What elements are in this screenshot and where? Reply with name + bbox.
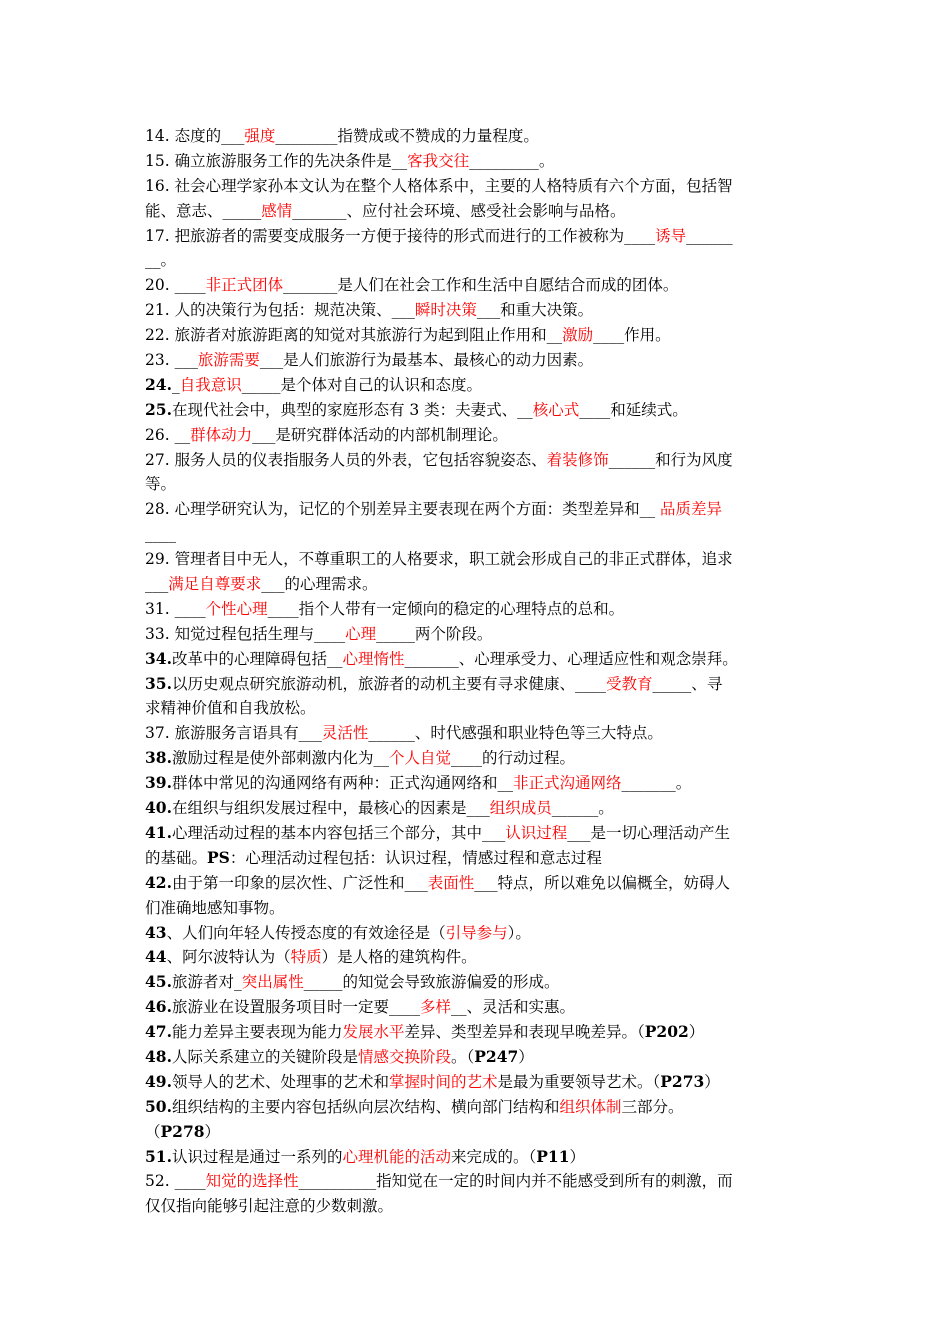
answer-text: 突出属性 <box>241 973 304 992</box>
answer-text: 自我意识 <box>179 375 242 394</box>
question-text: 改革中的心理障碍包括__ <box>171 649 343 668</box>
question-text: 组织结构的主要内容包括纵向层次结构、横向部门结构和 <box>171 1097 560 1116</box>
answer-text: 引导参与 <box>445 923 508 942</box>
text-line <box>145 746 810 771</box>
answer-text: 强度 <box>244 127 276 145</box>
question-text: ） <box>688 1023 705 1042</box>
question-text: 17. 把旅游者的需要变成服务一方便于接待的形式而进行的工作被称为____ <box>145 226 656 245</box>
text-line <box>145 398 810 423</box>
answer-text: 诱导 <box>655 226 687 245</box>
question-text: ___是人们旅游行为最基本、最核心的动力因素。 <box>259 351 594 370</box>
text-line <box>145 572 810 597</box>
question-text: 旅游者对_ <box>171 973 242 992</box>
question-text: 来完成的。（ <box>451 1147 537 1166</box>
answer-text: 心理 <box>345 624 377 643</box>
question-text: 51. <box>145 1146 172 1166</box>
answer-text: 着装修饰 <box>546 450 609 469</box>
question-text: 人际关系建立的关键阶段是 <box>171 1047 358 1066</box>
question-text: 37. 旅游服务言语具有___ <box>145 724 322 743</box>
text-line <box>145 273 810 298</box>
question-text: 、阿尔波特认为（ <box>166 948 291 967</box>
question-text: _______。 <box>621 774 692 793</box>
text-line <box>145 348 810 373</box>
question-text: ____ <box>145 525 176 544</box>
question-text: 52. ____ <box>145 1172 206 1191</box>
question-text: 41. <box>145 822 172 842</box>
question-text: 等。 <box>145 475 177 494</box>
text-line <box>145 796 810 821</box>
text-line <box>145 174 810 199</box>
question-text: 16. 社会心理学家孙本文认为在整个人格体系中，主要的人格特质有六个方面，包括智 <box>145 176 733 195</box>
question-text: _____的知觉会导致旅游偏爱的形成。 <box>303 973 560 992</box>
question-text: ________指赞成或不赞成的力量程度。 <box>275 127 539 145</box>
question-text: 、人们向年轻人传授态度的有效途径是（ <box>166 923 446 942</box>
question-text: ______。 <box>551 799 614 818</box>
answer-text: 群体动力 <box>190 425 253 444</box>
question-text: 22. 旅游者对旅游距离的知觉对其旅游行为起到阻止作用和__ <box>145 326 563 345</box>
question-text: 48. <box>145 1046 172 1066</box>
text-line <box>145 472 810 497</box>
answer-text: 客我交往 <box>407 151 470 170</box>
answer-text: 表面性 <box>427 873 475 892</box>
question-text: 38. <box>145 748 172 768</box>
question-text: 25. <box>145 399 172 419</box>
question-text: 仅仅指向能够引起注意的少数刺激。 <box>145 1197 394 1216</box>
question-text: 激励过程是使外部刺激内化为__ <box>171 749 389 768</box>
question-text: _____是个体对自己的认识和态度。 <box>241 375 482 394</box>
question-text: 24. <box>145 374 172 394</box>
text-line <box>145 970 810 995</box>
question-text: 23. ___ <box>145 351 198 370</box>
text-line <box>145 224 810 249</box>
question-text: 50. <box>145 1096 172 1116</box>
text-line <box>145 323 810 348</box>
text-line <box>145 771 810 796</box>
question-text: 42. <box>145 872 172 892</box>
text-line <box>145 373 810 398</box>
question-text: 47. <box>145 1022 172 1042</box>
text-line <box>145 1045 810 1070</box>
question-text: 34. <box>145 648 172 668</box>
question-text: 的基础。 <box>145 848 208 867</box>
answer-text: 受教育 <box>605 674 653 693</box>
question-text: 43 <box>145 922 167 942</box>
question-text: 40. <box>145 798 172 818</box>
question-text: 33. 知觉过程包括生理与____ <box>145 624 346 643</box>
question-text: 能力差异主要表现为能力 <box>171 1023 343 1042</box>
question-text: 心理活动过程的基本内容包括三个部分，其中___ <box>171 823 506 842</box>
text-line <box>145 945 810 970</box>
text-line <box>145 1194 810 1219</box>
question-text: _____两个阶段。 <box>376 624 493 643</box>
text-line <box>145 1070 810 1095</box>
answer-text: 掌握时间的艺术 <box>388 1072 498 1091</box>
question-text: _______、应付社会环境、感受社会影响与品格。 <box>292 201 626 220</box>
text-line <box>145 846 810 871</box>
question-text: 21. 人的决策行为包括：规范决策、___ <box>145 301 415 320</box>
question-text: ____的行动过程。 <box>451 749 576 768</box>
answer-text: 品质差异 <box>660 500 723 519</box>
question-text: ） <box>518 1047 534 1066</box>
text-line <box>145 1169 810 1194</box>
text-line <box>145 821 810 846</box>
question-text: 旅游业在设置服务项目时一定要____ <box>171 998 420 1017</box>
answer-text: 激励 <box>562 326 594 345</box>
text-line <box>145 522 810 547</box>
question-text: __。 <box>145 251 177 270</box>
question-text: ______、时代感强和职业特色等三大特点。 <box>368 724 663 743</box>
question-text: ____和延续式。 <box>579 400 688 419</box>
answer-text: 心理惰性 <box>342 649 405 668</box>
question-text: 20. ____ <box>145 276 206 295</box>
question-text: ___特点，所以难免以偏概全，妨碍人 <box>474 873 731 892</box>
answer-text: 发展水平 <box>342 1023 405 1042</box>
question-text: 29. 管理者目中无人，不尊重职工的人格要求，职工就会形成自己的非正式群体，追求 <box>145 550 733 569</box>
question-text: ______和行为风度 <box>608 450 733 469</box>
answer-text: 知觉的选择性 <box>205 1172 299 1191</box>
question-text: 由于第一印象的层次性、广泛性和___ <box>171 873 428 892</box>
question-text: ___和重大决策。 <box>476 301 594 320</box>
text-line <box>145 547 810 572</box>
question-text: ）是人格的建筑构件。 <box>321 948 477 967</box>
answer-text: 满足自尊要求 <box>168 575 262 594</box>
question-text: 27. 服务人员的仪表指服务人员的外表，它包括容貌姿态、 <box>145 450 547 469</box>
question-text: _____、寻 <box>652 674 723 693</box>
text-line <box>145 647 810 672</box>
question-text: P278 <box>160 1121 205 1141</box>
question-text: P273 <box>660 1071 705 1091</box>
text-line <box>145 298 810 323</box>
question-text: ____指个人带有一定倾向的稳定的心理特点的总和。 <box>267 599 625 618</box>
question-text: 44 <box>145 947 167 967</box>
answer-text: 非正式团体 <box>205 276 284 295</box>
text-line <box>145 1145 810 1170</box>
question-text: PS <box>207 847 230 867</box>
answer-text: 组织体制 <box>559 1097 622 1116</box>
text-line <box>145 896 810 921</box>
text-line <box>145 921 810 946</box>
question-text: _ <box>171 375 180 394</box>
question-text: ___是研究群体活动的内部机制理论。 <box>252 425 508 444</box>
text-line <box>145 149 810 174</box>
text-line <box>145 721 810 746</box>
question-text: ） <box>204 1122 221 1141</box>
text-line <box>145 448 810 473</box>
question-text: _________。 <box>469 151 555 170</box>
question-text: 49. <box>145 1071 172 1091</box>
question-text: ___ <box>145 575 169 594</box>
question-text: 26. __ <box>145 425 191 444</box>
question-text: 在组织与组织发展过程中，最核心的因素是___ <box>171 799 490 818</box>
text-line <box>145 1020 810 1045</box>
answer-text: 感情 <box>261 201 293 220</box>
question-text: ____作用。 <box>593 326 671 345</box>
answer-text: 多样 <box>419 998 451 1017</box>
answer-text: 灵活性 <box>321 724 369 743</box>
question-text: 。（ <box>451 1047 475 1066</box>
question-text: ___是一切心理活动产生 <box>567 823 731 842</box>
text-line <box>145 995 810 1020</box>
answer-text: 旅游需要 <box>197 351 260 370</box>
question-text: 28. 心理学研究认为，记忆的个别差异主要表现在两个方面：类型差异和__ <box>145 500 661 519</box>
question-text: ___的心理需求。 <box>261 575 378 594</box>
question-text: 46. <box>145 997 172 1017</box>
text-line <box>145 696 810 721</box>
question-text: ）。 <box>507 923 531 942</box>
answer-text: 瞬时决策 <box>414 301 477 320</box>
question-text: 14. 态度的___ <box>145 127 245 145</box>
question-text: （ <box>145 1122 161 1141</box>
answer-text: 个性心理 <box>205 599 268 618</box>
question-text: 以历史观点研究旅游动机，旅游者的动机主要有寻求健康、____ <box>171 674 606 693</box>
text-line <box>145 622 810 647</box>
question-text: 三部分。 <box>621 1097 684 1116</box>
answer-text: 个人自觉 <box>388 749 451 768</box>
text-line <box>145 597 810 622</box>
question-text: ） <box>704 1072 720 1091</box>
question-text: 认识过程是通过一系列的 <box>171 1147 343 1166</box>
question-text: 45. <box>145 972 172 992</box>
answer-text: 情感交换阶段 <box>357 1047 451 1066</box>
question-text: 领导人的艺术、处理事的艺术和 <box>171 1072 389 1091</box>
question-text: ______ <box>686 226 733 245</box>
answer-text: 认识过程 <box>505 823 568 842</box>
question-text: 31. ____ <box>145 599 206 618</box>
answer-text: 核心式 <box>532 400 580 419</box>
question-text: 39. <box>145 773 172 793</box>
text-line <box>145 423 810 448</box>
document-page <box>145 124 810 1219</box>
question-text: P11 <box>536 1146 570 1166</box>
answer-text: 非正式沟通网络 <box>512 774 622 793</box>
text-line <box>145 124 810 149</box>
question-text: 群体中常见的沟通网络有两种：正式沟通网络和__ <box>171 774 513 793</box>
question-text: 差异、类型差异和表现早晚差异。（ <box>404 1023 645 1042</box>
text-line <box>145 672 810 697</box>
question-text: _______、心理承受力、心理适应性和观念崇拜。 <box>404 649 738 668</box>
text-line <box>145 248 810 273</box>
text-line <box>145 497 810 522</box>
answer-text: 组织成员 <box>489 799 552 818</box>
question-text: __________指知觉在一定的时间内并不能感受到所有的刺激，而 <box>298 1172 733 1191</box>
question-text: ：心理活动过程包括：认识过程，情感过程和意志过程 <box>229 848 602 867</box>
question-text: 能、意志、_____ <box>145 201 262 220</box>
question-text: 15. 确立旅游服务工作的先决条件是__ <box>145 151 408 170</box>
question-text: 35. <box>145 673 172 693</box>
text-line <box>145 1095 810 1120</box>
question-text: P202 <box>644 1022 689 1042</box>
question-text: _______是人们在社会工作和生活中自愿结合而成的团体。 <box>283 276 679 295</box>
question-text: 们准确地感知事物。 <box>145 898 285 917</box>
question-text: 求精神价值和自我放松。 <box>145 699 316 718</box>
question-text: 在现代社会中，典型的家庭形态有 3 类：夫妻式、__ <box>171 400 533 419</box>
question-text: __、灵活和实惠。 <box>451 998 576 1017</box>
question-text: P247 <box>474 1046 519 1066</box>
answer-text: 心理机能的活动 <box>342 1147 451 1166</box>
text-line <box>145 871 810 896</box>
text-line <box>145 199 810 224</box>
answer-text: 特质 <box>290 948 322 967</box>
question-text: ） <box>569 1147 586 1166</box>
text-line <box>145 1120 810 1145</box>
question-text: 是最为重要领导艺术。（ <box>497 1072 661 1091</box>
